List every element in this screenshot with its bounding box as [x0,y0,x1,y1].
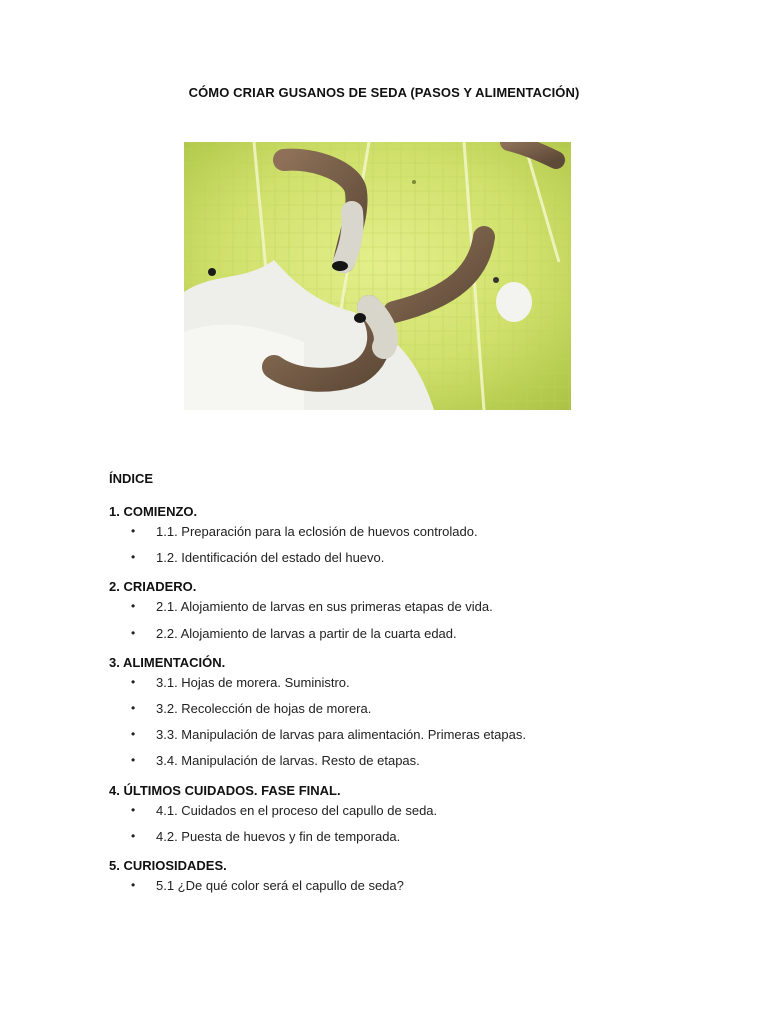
toc-item-text: 3.1. Hojas de morera. Suministro. [156,674,350,690]
toc-item [109,752,729,778]
toc-item [109,828,729,854]
table-of-contents [109,470,729,906]
toc-section [109,857,729,903]
toc-item [109,625,729,651]
bullet-icon: • [131,877,136,892]
toc-item-text: 3.2. Recolección de hojas de morera. [156,700,372,716]
bullet-icon: • [131,674,136,689]
toc-item-list [109,598,729,650]
toc-item-text: 5.1 ¿De qué color será el capullo de seda? [156,877,404,893]
toc-section-title: 4. ÚLTIMOS CUIDADOS. FASE FINAL. [109,782,341,798]
toc-item-text: 1.1. Preparación para la eclosión de huevos controlado. [156,524,478,539]
toc-section-title: 3. ALIMENTACIÓN. [109,654,226,670]
toc-section-title: 2. CRIADERO. [109,579,197,595]
toc-section [109,782,729,854]
toc-item [109,726,729,752]
toc-item [109,598,729,624]
toc-item-text: 3.4. Manipulación de larvas. Resto de etapas. [156,753,420,769]
toc-item-text: 3.3. Manipulación de larvas para alimentación. Primeras etapas. [156,727,526,743]
toc-section [109,654,729,779]
toc-section [109,503,729,575]
document-title: CÓMO CRIAR GUSANOS DE SEDA (PASOS Y ALIMENTACIÓN) [188,85,580,100]
toc-item-text: 4.2. Puesta de huevos y fin de temporada. [156,828,401,844]
bullet-icon: • [131,700,136,715]
toc-section-title: 5. CURIOSIDADES. [109,857,227,873]
toc-item [109,802,729,828]
toc-item [109,523,729,549]
bullet-icon: • [131,828,136,843]
toc-item-text: 1.2. Identificación del estado del huevo. [156,550,385,566]
bullet-icon: • [131,802,136,817]
toc-item [109,877,729,903]
toc-item-list [109,802,729,854]
toc-item-text: 2.1. Alojamiento de larvas en sus primeras etapas de vida. [156,599,493,615]
bullet-icon: • [131,753,136,768]
toc-item-text: 4.1. Cuidados en el proceso del capullo de seda. [156,802,438,818]
toc-item-list [109,523,729,575]
toc-item [109,549,729,575]
silkworm-photo [184,142,571,410]
toc-item [109,700,729,726]
bullet-icon: • [131,524,136,538]
toc-item-list [109,674,729,779]
toc-item-text: 2.2. Alojamiento de larvas a partir de la cuarta edad. [156,625,457,641]
toc-item [109,674,729,700]
bullet-icon: • [131,727,136,742]
bullet-icon: • [131,550,136,565]
toc-section [109,578,729,650]
toc-heading: ÍNDICE [109,471,154,486]
bullet-icon: • [131,625,136,640]
toc-section-title: 1. COMIENZO. [109,504,198,519]
bullet-icon: • [131,599,136,614]
toc-item-list [109,877,729,903]
